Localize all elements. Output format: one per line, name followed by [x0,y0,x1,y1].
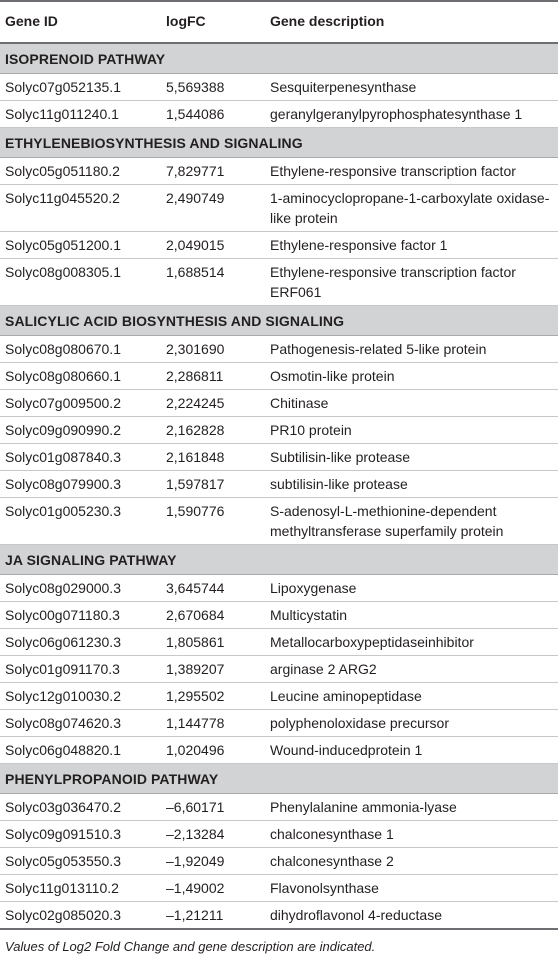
gene-description-cell: chalconesynthase 1 [270,821,558,848]
logfc-cell: 2,301690 [166,336,270,363]
gene-id-cell: Solyc08g080670.1 [0,336,166,363]
section-title: ETHYLENEBIOSYNTHESIS AND SIGNALING [0,128,558,158]
gene-id-cell: Solyc05g051180.2 [0,158,166,185]
logfc-cell: 1,544086 [166,101,270,128]
gene-id-cell: Solyc08g079900.3 [0,471,166,498]
logfc-cell: 1,389207 [166,656,270,683]
table-row [0,444,558,471]
section-header-row [0,43,558,74]
logfc-cell: 2,286811 [166,363,270,390]
table-header-row [0,1,558,43]
gene-description-cell: S-adenosyl-L-methionine-dependent methyltransferase superfamily protein [270,498,558,545]
logfc-cell: 1,295502 [166,683,270,710]
gene-id-cell: Solyc01g005230.3 [0,498,166,545]
table-row [0,390,558,417]
header-gene-description: Gene description [270,13,385,29]
gene-id-cell: Solyc06g061230.3 [0,629,166,656]
table-row [0,185,558,232]
section-title: PHENYLPROPANOID PATHWAY [0,764,558,794]
gene-id-cell: Solyc07g009500.2 [0,390,166,417]
table-row [0,232,558,259]
gene-id-cell: Solyc12g010030.2 [0,683,166,710]
table-row [0,158,558,185]
logfc-cell: 2,670684 [166,602,270,629]
table-row [0,363,558,390]
gene-description-cell: geranylgeranylpyrophosphatesynthase 1 [270,101,558,128]
table-row [0,902,558,930]
gene-id-cell: Solyc07g052135.1 [0,74,166,101]
logfc-cell: 1,590776 [166,498,270,545]
table-row [0,417,558,444]
gene-description-cell: polyphenoloxidase precursor [270,710,558,737]
gene-id-cell: Solyc03g036470.2 [0,794,166,821]
section-title: JA SIGNALING PATHWAY [0,545,558,575]
logfc-cell: 2,049015 [166,232,270,259]
logfc-cell: –1,49002 [166,875,270,902]
gene-description-cell: Lipoxygenase [270,575,558,602]
gene-description-cell: Ethylene-responsive factor 1 [270,232,558,259]
logfc-cell: 1,597817 [166,471,270,498]
table-row [0,74,558,101]
gene-id-cell: Solyc01g087840.3 [0,444,166,471]
section-header-row [0,128,558,158]
logfc-cell: –6,60171 [166,794,270,821]
table-row [0,602,558,629]
table-row [0,336,558,363]
logfc-cell: 2,224245 [166,390,270,417]
logfc-cell: 1,688514 [166,259,270,306]
table-row [0,737,558,764]
gene-id-cell: Solyc05g051200.1 [0,232,166,259]
gene-id-cell: Solyc08g008305.1 [0,259,166,306]
logfc-cell: –2,13284 [166,821,270,848]
section-title: SALICYLIC ACID BIOSYNTHESIS AND SIGNALING [0,306,558,336]
section-title: ISOPRENOID PATHWAY [0,43,558,74]
gene-id-cell: Solyc02g085020.3 [0,902,166,930]
logfc-cell: 2,490749 [166,185,270,232]
gene-id-cell: Solyc11g011240.1 [0,101,166,128]
gene-id-cell: Solyc08g074620.3 [0,710,166,737]
logfc-cell: –1,21211 [166,902,270,930]
gene-id-cell: Solyc00g071180.3 [0,602,166,629]
table-caption: Values of Log2 Fold Change and gene description are indicated. [5,939,376,954]
table-row [0,575,558,602]
gene-id-cell: Solyc11g045520.2 [0,185,166,232]
gene-description-cell: arginase 2 ARG2 [270,656,558,683]
table-row [0,683,558,710]
logfc-cell: 1,020496 [166,737,270,764]
gene-id-cell: Solyc11g013110.2 [0,875,166,902]
table-row [0,710,558,737]
table-row [0,259,558,306]
gene-id-cell: Solyc05g053550.3 [0,848,166,875]
gene-description-cell: Sesquiterpenesynthase [270,74,558,101]
gene-description-cell: chalconesynthase 2 [270,848,558,875]
gene-description-cell: Osmotin-like protein [270,363,558,390]
gene-description-cell: Flavonolsynthase [270,875,558,902]
gene-id-cell: Solyc06g048820.1 [0,737,166,764]
section-header-row [0,306,558,336]
logfc-cell: 2,161848 [166,444,270,471]
gene-description-cell: Leucine aminopeptidase [270,683,558,710]
table-row [0,821,558,848]
logfc-cell: –1,92049 [166,848,270,875]
section-header-row [0,545,558,575]
gene-description-cell: Chitinase [270,390,558,417]
gene-id-cell: Solyc08g080660.1 [0,363,166,390]
gene-description-cell: Wound-inducedprotein 1 [270,737,558,764]
gene-description-cell: PR10 protein [270,417,558,444]
logfc-cell: 2,162828 [166,417,270,444]
logfc-cell: 3,645744 [166,575,270,602]
section-header-row [0,764,558,794]
logfc-cell: 7,829771 [166,158,270,185]
table-row [0,875,558,902]
table-row [0,794,558,821]
gene-description-cell: Metallocarboxypeptidaseinhibitor [270,629,558,656]
logfc-cell: 1,144778 [166,710,270,737]
table-row [0,101,558,128]
gene-id-cell: Solyc09g090990.2 [0,417,166,444]
table-row [0,656,558,683]
gene-description-cell: Pathogenesis-related 5-like protein [270,336,558,363]
gene-description-cell: Subtilisin-like protease [270,444,558,471]
gene-id-cell: Solyc08g029000.3 [0,575,166,602]
gene-description-cell: Multicystatin [270,602,558,629]
logfc-cell: 5,569388 [166,74,270,101]
table-row [0,498,558,545]
table-row [0,471,558,498]
gene-description-cell: 1-aminocyclopropane-1-carboxylate oxidase-like protein [270,185,558,232]
gene-description-cell: Ethylene-responsive transcription factor ERF061 [270,259,558,306]
gene-id-cell: Solyc01g091170.3 [0,656,166,683]
gene-id-cell: Solyc09g091510.3 [0,821,166,848]
table-row [0,629,558,656]
logfc-cell: 1,805861 [166,629,270,656]
header-logfc: logFC [166,13,206,29]
header-gene-id: Gene ID [5,13,58,29]
gene-description-cell: dihydroflavonol 4-reductase [270,902,558,930]
gene-description-cell: subtilisin-like protease [270,471,558,498]
gene-description-cell: Phenylalanine ammonia-lyase [270,794,558,821]
gene-description-cell: Ethylene-responsive transcription factor [270,158,558,185]
table-row [0,848,558,875]
table-body [0,43,558,929]
